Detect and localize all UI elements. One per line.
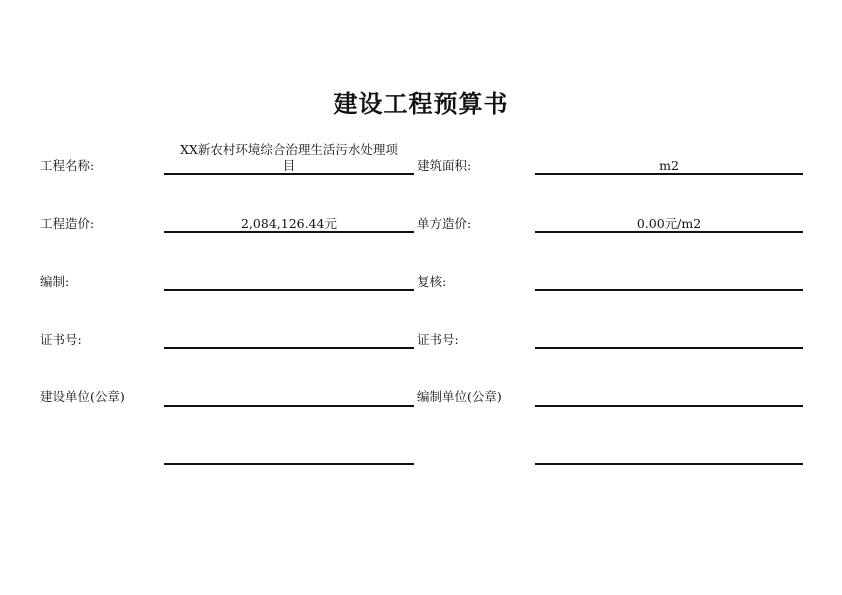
compiled-by-underline [164,289,414,291]
project-cost-label: 工程造价: [40,216,95,231]
building-area-value: m2 [659,158,679,173]
building-area-underline [535,173,803,175]
project-name-label: 工程名称: [40,158,95,173]
signature-underline-right [535,463,803,465]
reviewed-by-label: 复核: [417,274,447,289]
project-name-value-line1: XX新农村环境综合治理生活污水处理项 [180,142,398,157]
project-cost-underline [164,231,414,233]
unit-cost-underline [535,231,803,233]
certificate-no-label-right: 证书号: [417,332,459,347]
builder-unit-label: 建设单位(公章) [40,389,125,404]
unit-cost-value: 0.00元/m2 [636,216,702,231]
certificate-no-label-left: 证书号: [40,332,82,347]
unit-cost-label: 单方造价: [417,216,472,231]
project-name-value-line2: 目 [282,158,296,173]
reviewed-by-underline [535,289,803,291]
project-cost-value: 2,084,126.44元 [241,216,337,231]
project-name-underline [164,173,414,175]
building-area-label: 建筑面积: [417,158,472,173]
certificate-no-underline-left [164,347,414,349]
builder-unit-underline [164,405,414,407]
compiled-by-label: 编制: [40,274,70,289]
compiler-unit-label: 编制单位(公章) [417,389,502,404]
certificate-no-underline-right [535,347,803,349]
signature-underline-left [164,463,414,465]
compiler-unit-underline [535,405,803,407]
page-title: 建设工程预算书 [333,90,509,118]
